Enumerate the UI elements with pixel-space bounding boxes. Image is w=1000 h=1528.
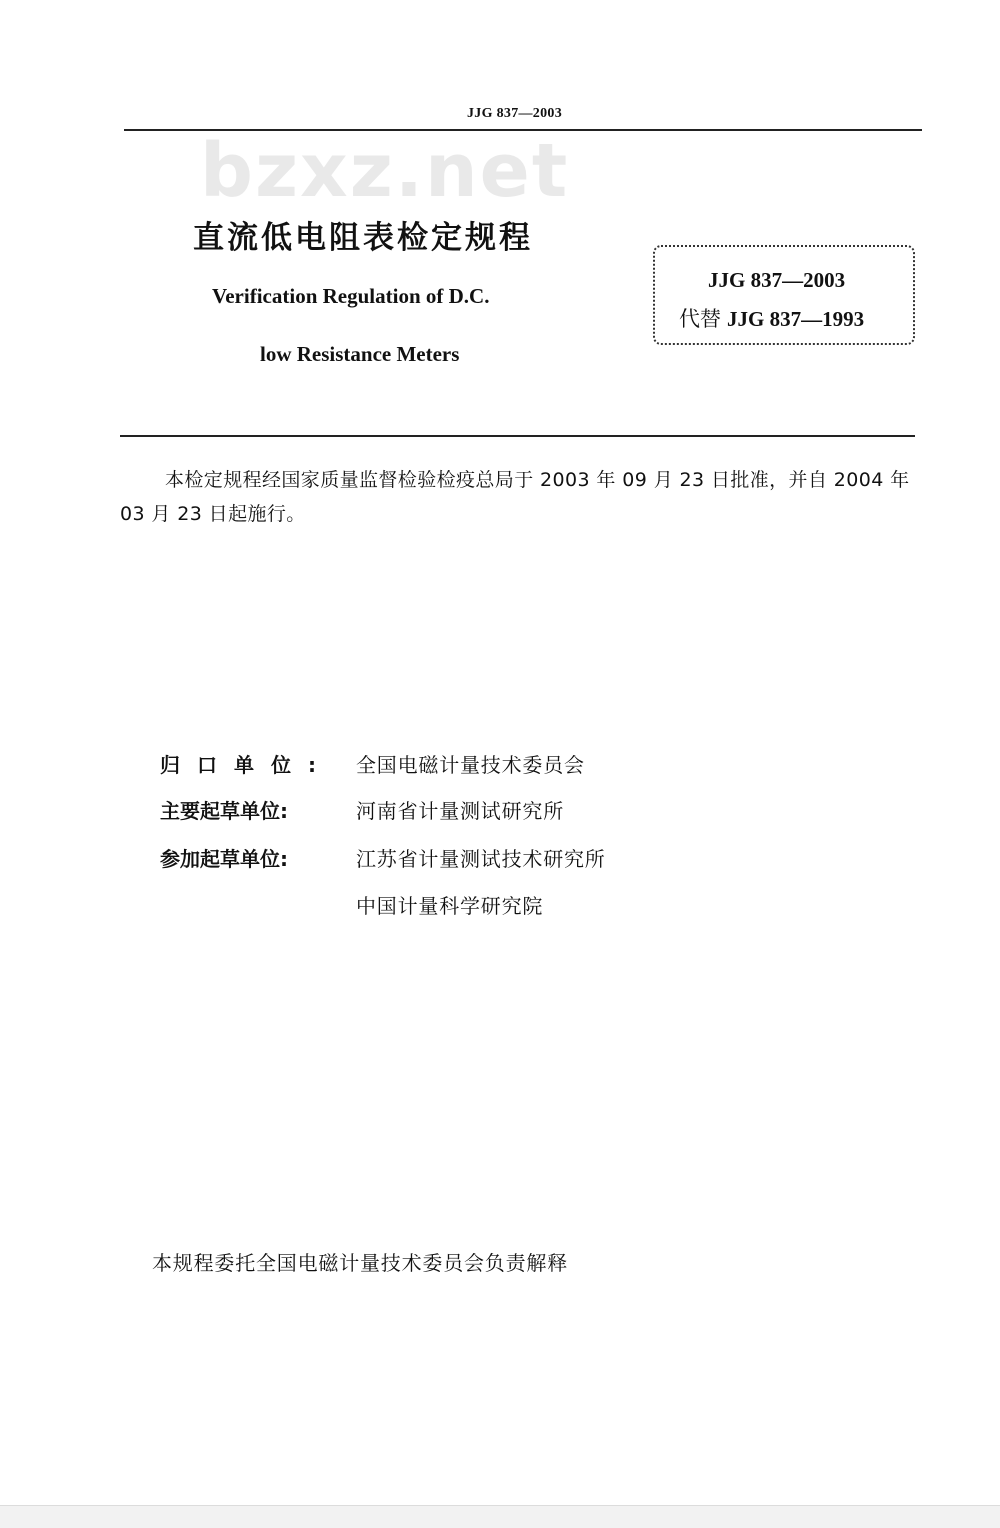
- current-standard-code: JJG 837—2003: [708, 268, 846, 292]
- main-drafter-label: 主要起草单位:: [160, 799, 288, 823]
- main-drafter-value: 河南省计量测试研究所: [356, 799, 564, 823]
- participating-drafter-label: 参加起草单位:: [160, 847, 288, 871]
- header-standard-code: JJG 837—2003: [467, 106, 562, 121]
- responsible-unit-label: 归口单位:: [160, 753, 333, 777]
- section-divider: [120, 435, 915, 437]
- replaces-prefix: 代替: [679, 307, 721, 331]
- participating-drafter-value: 中国计量科学研究院: [356, 894, 544, 918]
- replaced-standard-code: JJG 837—1993: [727, 307, 865, 331]
- responsible-unit-value: 全国电磁计量技术委员会: [356, 753, 585, 777]
- participating-drafter-value: 江苏省计量测试技术研究所: [356, 847, 606, 871]
- title-english-line1: Verification Regulation of D.C.: [212, 284, 490, 308]
- replaced-standard: [679, 303, 864, 333]
- page-bottom-bar: [0, 1505, 1000, 1528]
- watermark: bzxz.net: [200, 128, 570, 214]
- approval-statement: 本检定规程经国家质量监督检验检疫总局于 2003 年 09 月 23 日批准，并自 2004 年 03 月 23 日起施行。: [120, 469, 910, 525]
- interpretation-statement: 本规程委托全国电磁计量技术委员会负责解释: [152, 1251, 568, 1275]
- title-english-line2: low Resistance Meters: [260, 342, 460, 366]
- title-chinese: 直流低电阻表检定规程: [193, 220, 533, 256]
